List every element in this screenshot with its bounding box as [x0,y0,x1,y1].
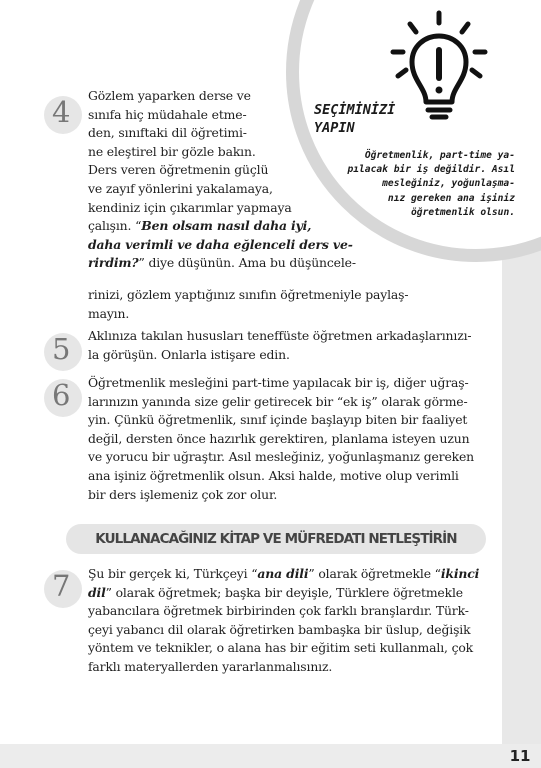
tip-title-line: SEÇİMİNİZİ [314,102,396,118]
section-7-text [88,565,493,677]
emphasis-text: rirdim? [88,255,139,271]
text-line: değil, dersten önce hazırlık gerektiren, planlama isteyen uzun [88,430,470,446]
text-line: la görüşün. Onlarla istişare edin. [88,346,290,362]
section-number: 7 [52,569,71,603]
text-line: ana işiniz öğretmenlik olsun. Aksi halde, motive olup verimli [88,467,459,483]
text-line: farklı materyallerden yararlanmalısınız. [88,658,333,674]
tip-title-line: YAPIN [314,120,355,136]
text-line: ve zayıf yönlerini yakalamaya, [88,180,273,196]
text-line: yin. Çünkü öğretmenlik, sınıf içinde başlayıp biten bir faaliyet [88,412,468,428]
emphasis-text: Ben olsam nasıl daha iyi, [141,218,312,234]
text-line: sınıfa hiç müdahale etme- [88,106,247,122]
text-line: Öğretmenlik mesleğini part-time yapılacak bir iş, diğer uğraş- [88,375,469,390]
text-line: yabancılara öğretmek birbirinden çok farklı branşlardır. Türk- [88,603,469,619]
text-line: den, sınıftaki dil öğretimi- [88,125,247,141]
tip-line: pılacak bir iş değildir. Asıl [347,164,515,176]
section-4-text [88,87,488,273]
section-number: 4 [52,95,71,129]
text-line: ” diye düşünün. Ama bu düşüncele- [138,255,356,271]
text-line: çalışın. “ [88,218,142,234]
emphasis-text: ikinci [440,566,480,581]
section-5-text [88,327,493,364]
section-number: 5 [52,332,71,366]
text-line: çeyi yabancı dil olarak öğretirken bambaşka bir üslup, değişik [88,621,471,637]
emphasis-text: ana dili [257,566,309,581]
section-6-text [88,374,493,504]
section-header: KULLANACAĞINIZ KİTAP VE MÜFREDATI NETLEŞTİRİN [95,531,457,547]
emphasis-text: daha verimli ve daha eğlenceli ders ve- [88,236,353,252]
text-line: Aklınıza takılan hususları teneffüste öğretmen arkadaşlarınızı- [88,328,472,343]
text-line: rinizi, gözlem yaptığınız sınıfın öğretmeniyle paylaş- [88,287,409,302]
tip-line: Öğretmenlik, part-time ya- [364,150,515,161]
text-line: Ders veren öğretmenin güçlü [88,162,269,178]
section-4-text-continued [88,286,488,323]
text-line: Şu bir gerçek ki, Türkçeyi “ [88,566,258,581]
text-line: bir ders işlemeniz çok zor olur. [88,486,278,502]
tip-line: nız gereken ana işiniz [387,192,515,204]
text-line: larınızın yanında size gelir getirecek bir “ek iş” olarak görme- [88,393,468,409]
text-line: ve yorucu bir uğraştır. Asıl mesleğiniz, yoğunlaşmanız gereken [88,449,475,465]
text-line: ” olarak öğretmekle “ [308,566,441,581]
text-line: yöntem ve teknikler, o alana has bir eğitim seti kullanmalı, çok [88,640,474,656]
text-line: mayın. [88,305,130,321]
emphasis-text: dil [88,584,106,600]
text-line: kendiniz için çıkarımlar yapmaya [88,199,292,215]
text-line: ” olarak öğretmek; başka bir deyişle, Türklere öğretmekle [105,584,463,600]
text-line: Gözlem yaparken derse ve [88,88,251,103]
tip-line: mesleğiniz, yoğunlaşma- [382,178,515,190]
section-number: 6 [52,378,71,412]
page-footer [0,744,541,768]
page-number: 11 [509,747,531,765]
text-line: ne eleştirel bir gözle bakın. [88,143,256,159]
tip-line: öğretmenlik olsun. [411,206,515,218]
